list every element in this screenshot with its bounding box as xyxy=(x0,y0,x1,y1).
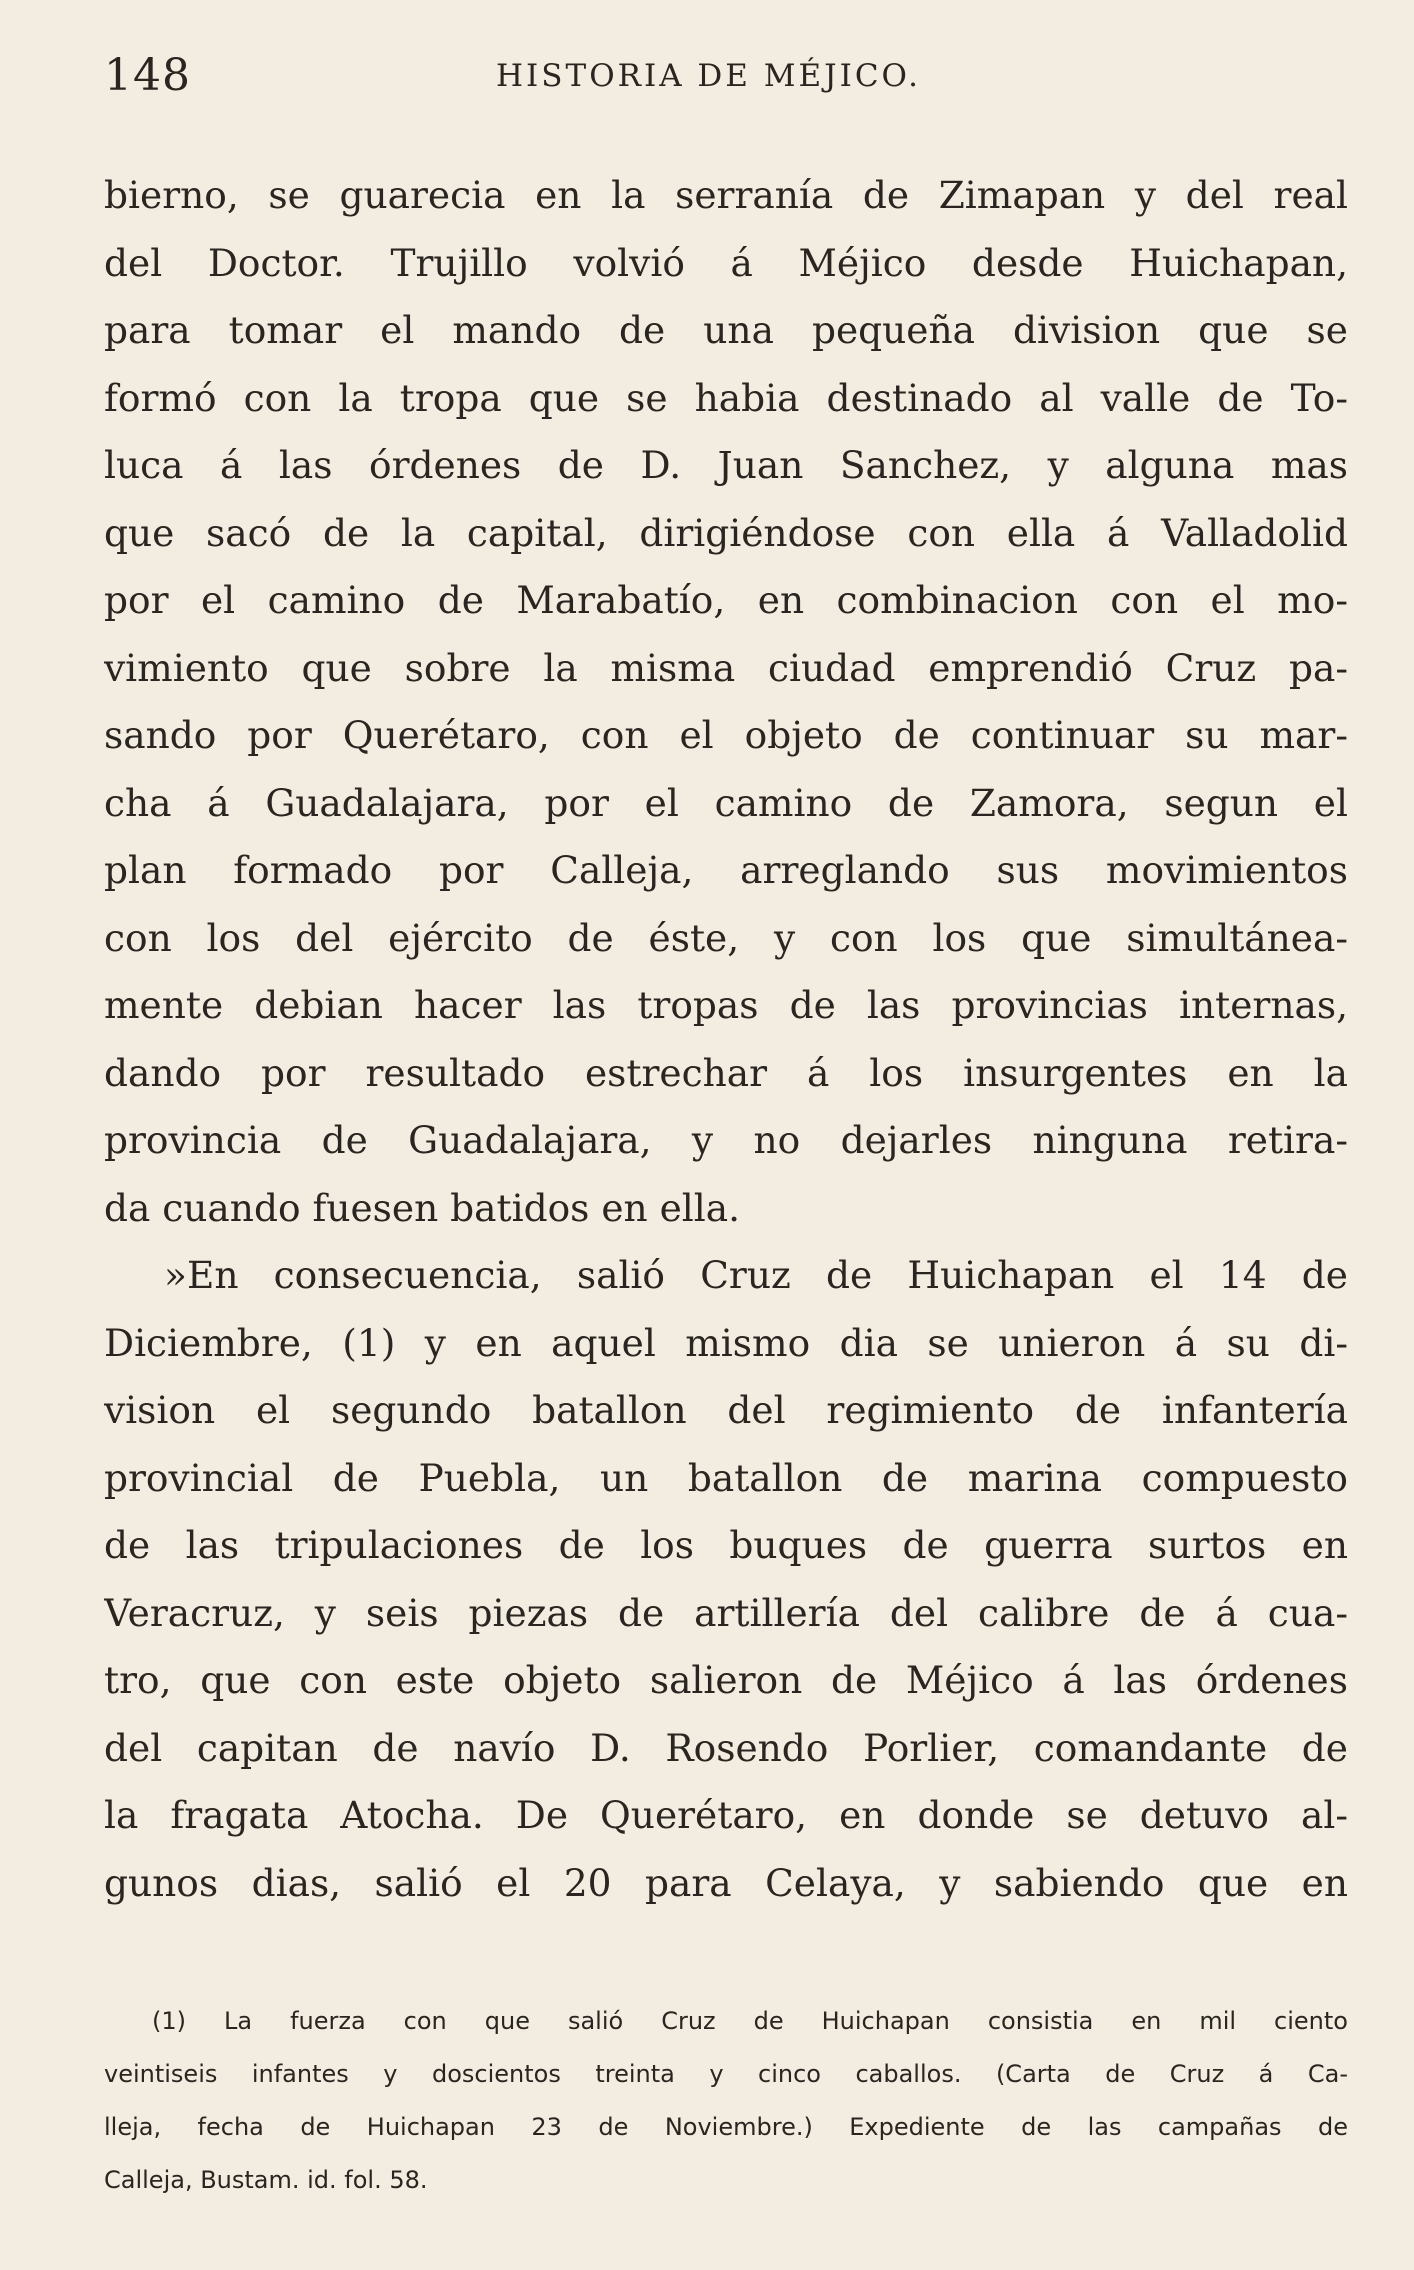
page-number: 148 xyxy=(104,50,191,101)
text-line: tro, que con este objeto salieron de Méjico á las órdenes xyxy=(104,1658,1348,1702)
footnote-line: Calleja, Bustam. id. fol. 58. xyxy=(104,2166,428,2194)
text-line: bierno, se guarecia en la serranía de Zimapan y del real xyxy=(104,173,1348,217)
text-line: del Doctor. Trujillo volvió á Méjico desde Huichapan, xyxy=(104,240,1348,285)
text-line: para tomar el mando de una pequeña division que se xyxy=(104,308,1348,352)
text-line: luca á las órdenes de D. Juan Sanchez, y alguna mas xyxy=(104,443,1348,487)
text-line: provincia de Guadalajara, y no dejarles ninguna retira- xyxy=(104,1118,1348,1162)
text-line: Diciembre, (1) y en aquel mismo dia se unieron á su di- xyxy=(104,1320,1348,1365)
text-line: vision el segundo batallon del regimiento de infantería xyxy=(104,1388,1348,1432)
footnote-line: (1) La fuerza con que salió Cruz de Huichapan consistia en mil ciento xyxy=(152,2007,1348,2035)
text-line: vimiento que sobre la misma ciudad emprendió Cruz pa- xyxy=(104,645,1348,690)
text-line: »En consecuencia, salió Cruz de Huichapan el 14 de xyxy=(164,1253,1348,1297)
text-line: gunos dias, salió el 20 para Celaya, y sabiendo que en xyxy=(104,1860,1348,1905)
text-line: da cuando fuesen batidos en ella. xyxy=(104,1185,741,1230)
text-line: la fragata Atocha. De Querétaro, en donde se detuvo al- xyxy=(104,1793,1348,1837)
text-line: que sacó de la capital, dirigiéndose con ella á Valladolid xyxy=(104,510,1348,555)
text-line: mente debian hacer las tropas de las provincias internas, xyxy=(104,983,1348,1027)
running-title: HISTORIA DE MÉJICO. xyxy=(496,58,921,94)
running-head xyxy=(104,42,1348,122)
text-line: formó con la tropa que se habia destinado al valle de To- xyxy=(104,375,1348,420)
text-line: del capitan de navío D. Rosendo Porlier, comandante de xyxy=(104,1725,1348,1770)
text-line: Veracruz, y seis piezas de artillería del calibre de á cua- xyxy=(104,1590,1348,1635)
footnote-line: lleja, fecha de Huichapan 23 de Noviembre.) Expediente de las campañas de xyxy=(104,2113,1348,2141)
text-line: de las tripulaciones de los buques de guerra surtos en xyxy=(104,1523,1348,1567)
text-line: provincial de Puebla, un batallon de marina compuesto xyxy=(104,1455,1348,1500)
text-line: con los del ejército de éste, y con los que simultánea- xyxy=(104,915,1348,960)
text-line: sando por Querétaro, con el objeto de continuar su mar- xyxy=(104,713,1348,757)
footnotes xyxy=(104,1995,1348,2207)
text-line: dando por resultado estrechar á los insurgentes en la xyxy=(104,1050,1348,1095)
footnote-line: veintiseis infantes y doscientos treinta y cinco caballos. (Carta de Cruz á Ca- xyxy=(104,2060,1348,2088)
text-line: por el camino de Marabatío, en combinacion con el mo- xyxy=(104,578,1348,622)
text-line: cha á Guadalajara, por el camino de Zamora, segun el xyxy=(104,780,1348,825)
text-line: plan formado por Calleja, arreglando sus movimientos xyxy=(104,848,1348,892)
body-text xyxy=(104,162,1348,1917)
